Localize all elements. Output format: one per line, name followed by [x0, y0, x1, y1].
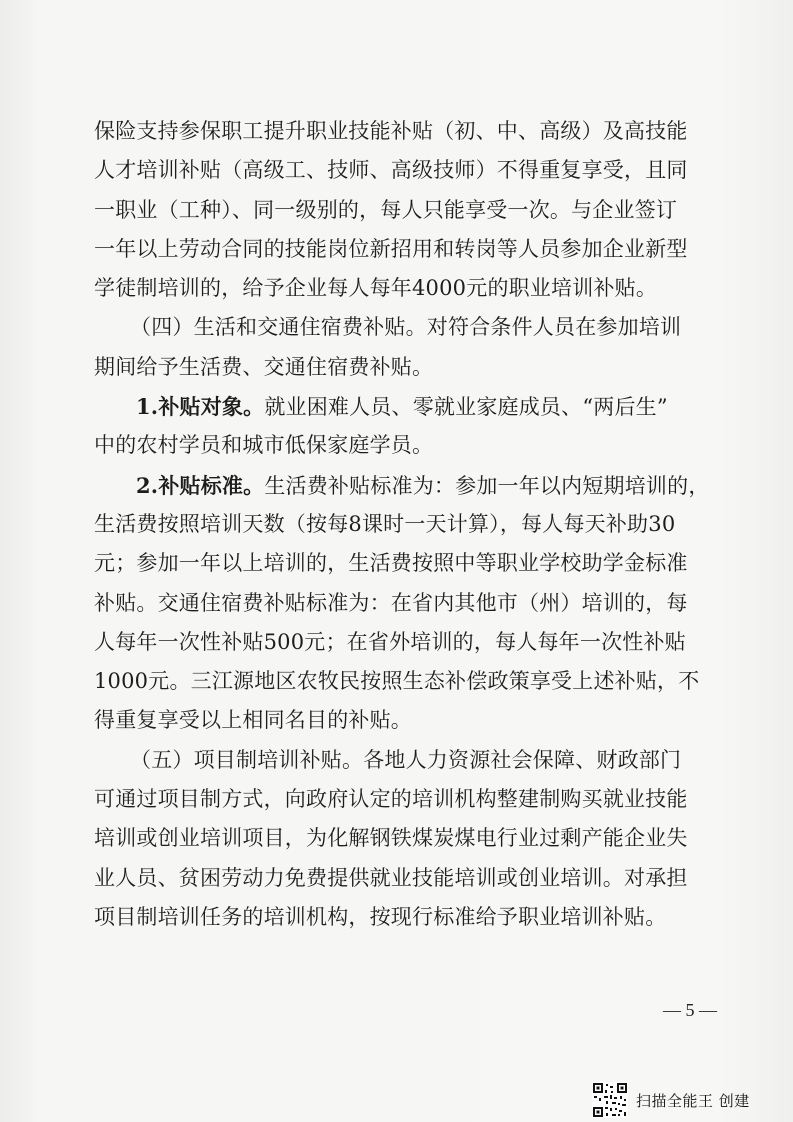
text-line	[82, 387, 717, 426]
watermark-text: 扫描全能王 创建	[636, 1091, 750, 1110]
scanner-watermark	[592, 1079, 750, 1121]
text-line: 一年以上劳动合同的技能岗位新招用和转岗等人员参加企业新型	[94, 236, 688, 261]
text-line	[82, 466, 717, 505]
text-line: 可通过项目制方式，向政府认定的培训机构整建制购买就业技能	[94, 787, 688, 812]
text-line: 人才培训补贴（高级工、技师、高级技师）不得重复享受，且同	[94, 158, 688, 183]
text-line: 补贴。交通住宿费补贴标准为：在省内其他市（州）培训的，每	[94, 590, 688, 615]
page-number: — 5 —	[663, 1000, 717, 1020]
text-line: 一职业（工种）、同一级别的，每人只能享受一次。与企业签订	[94, 197, 678, 222]
text-fragment: 生活费补贴标准为：参加一年以内短期培训的，	[264, 473, 710, 498]
text-line: 生活费按照培训天数（按每8课时一天计算），每人每天补助30	[94, 511, 676, 536]
text-line: 元；参加一年以上培训的，生活费按照中等职业学校助学金标准	[94, 551, 688, 576]
text-line: （四）生活和交通住宿费补贴。对符合条件人员在参加培训	[130, 315, 682, 340]
body-text	[82, 112, 717, 937]
section-heading-subsidy-target: 1.补贴对象。	[136, 394, 265, 420]
text-line: 学徒制培训的，给予企业每人每年4000元的职业培训补贴。	[94, 276, 658, 301]
qr-code-icon	[592, 1082, 628, 1118]
text-fragment: 就业困难人员、零就业家庭成员、“两后生”	[264, 395, 668, 420]
text-line: 得重复享受以上相同名目的补贴。	[94, 708, 412, 733]
text-line: （五）项目制培训补贴。各地人力资源社会保障、财政部门	[130, 747, 682, 772]
text-line: 期间给予生活费、交通住宿费补贴。	[94, 354, 434, 379]
text-line: 1000元。三江源地区农牧民按照生态补偿政策享受上述补贴，不	[94, 669, 700, 694]
text-line: 保险支持参保职工提升职业技能补贴（初、中、高级）及高技能	[94, 119, 688, 143]
text-line: 业人员、贫困劳动力免费提供就业技能培训或创业培训。对承担	[94, 865, 688, 890]
text-line: 培训或创业培训项目，为化解钢铁煤炭煤电行业过剩产能企业失	[94, 826, 688, 851]
text-line: 中的农村学员和城市低保家庭学员。	[94, 433, 434, 458]
text-line: 人每年一次性补贴500元；在省外培训的，每人每年一次性补贴	[94, 629, 686, 654]
text-line: 项目制培训任务的培训机构，按现行标准给予职业培训补贴。	[94, 904, 667, 929]
section-heading-subsidy-standard: 2.补贴标准。	[136, 472, 265, 498]
